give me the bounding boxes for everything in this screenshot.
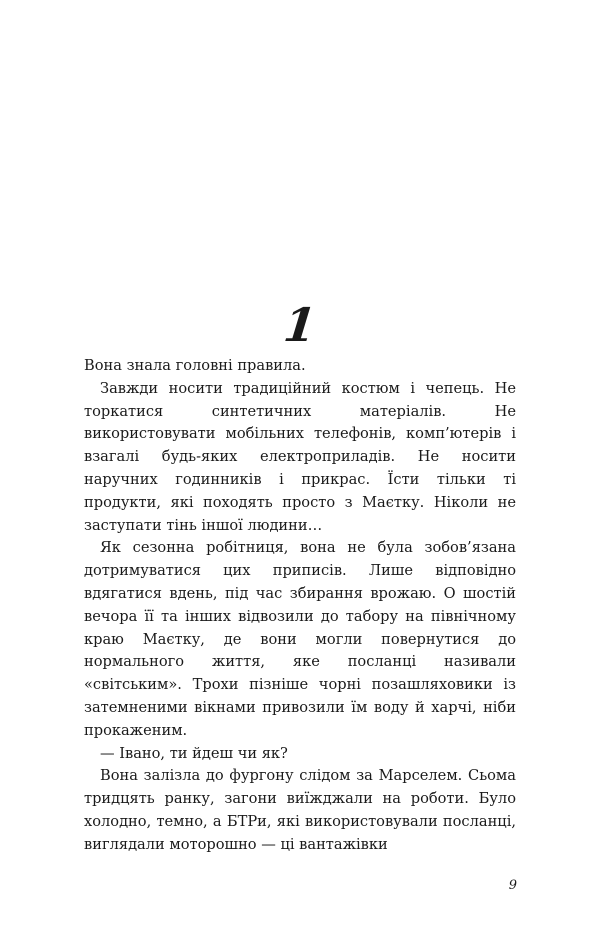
paragraph-dialogue: — Івано, ти йдеш чи як? [100, 744, 288, 762]
paragraph-3: Як сезонна робітниця, вона не була зобов’язана дотримуватися цих приписів. Лише відповідно вдягатися вдень, під час збирання врожаю. О шостій вечора її та інших відвозили до табору на північному краю Маєтку, де вони могли повернутися до нормального життя, яке посланці називали «світським». Трохи пізніше чорні позашляховики із затемненими вікнами привозили їм воду й харчі, ніби прокаженим. [84, 539, 516, 739]
paragraph-1: Вона знала головні правила. [84, 357, 306, 374]
paragraph-2: Завжди носити традиційний костюм і чепець. Не торкатися синтетичних матеріалів. Не використовувати мобільних телефонів, комп’ютерів і взагалі будь-яких електроприладів. Не носити наручних годинників і прикрас. Їсти тільки ті продукти, які походять просто з Маєтку. Ніколи не заступати тінь іншої людини… [84, 379, 516, 534]
page-number: 9 [508, 878, 517, 893]
chapter-number: 1 [281, 298, 319, 352]
body-text [84, 355, 516, 857]
paragraph-5: Вона залізла до фургону слідом за Марселем. Сьома тридцять ранку, загони виїжджали на роботи. Було холодно, темно, а БТРи, які використовували посланці, виглядали моторошно — ці вантажівки [84, 767, 516, 853]
